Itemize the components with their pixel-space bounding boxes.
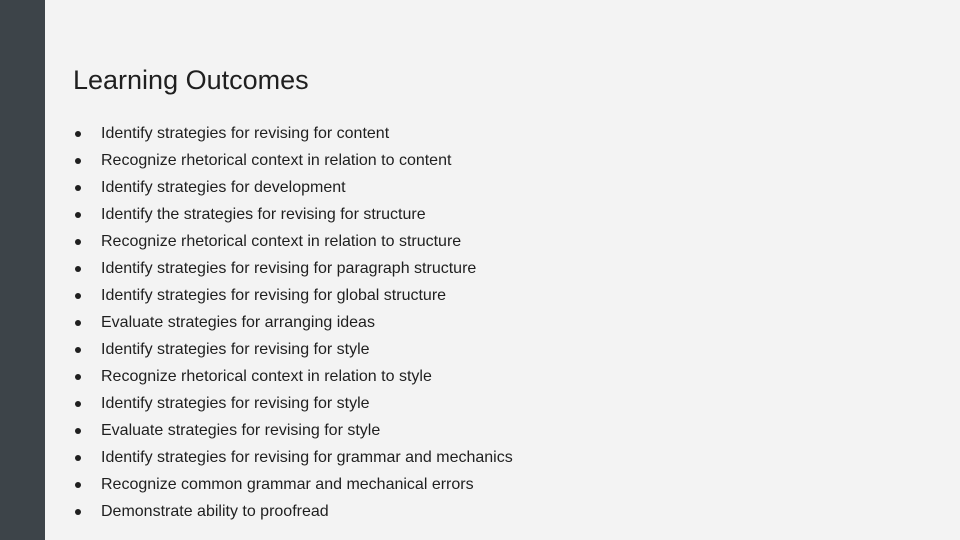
list-item	[73, 228, 513, 255]
list-item	[73, 255, 513, 282]
outcome-text: Identify strategies for revising for content	[101, 125, 390, 142]
outcome-text: Identify the strategies for revising for structure	[101, 206, 426, 223]
slide-title: Learning Outcomes	[73, 65, 309, 95]
list-item	[73, 417, 513, 444]
bullet-icon	[75, 266, 81, 272]
bullet-icon	[75, 131, 81, 137]
bullet-icon	[75, 509, 81, 515]
bullet-icon	[75, 293, 81, 299]
outcome-text: Identify strategies for revising for paragraph structure	[101, 260, 477, 277]
side-accent-bar	[0, 0, 45, 540]
list-item	[73, 174, 513, 201]
list-item	[73, 390, 513, 417]
bullet-icon	[75, 320, 81, 326]
bullet-icon	[75, 455, 81, 461]
outcome-text: Identify strategies for development	[101, 179, 346, 196]
list-item	[73, 309, 513, 336]
outcome-text: Evaluate strategies for revising for style	[101, 422, 381, 439]
list-item	[73, 363, 513, 390]
list-item	[73, 120, 513, 147]
bullet-icon	[75, 212, 81, 218]
bullet-icon	[75, 482, 81, 488]
bullet-icon	[75, 158, 81, 164]
learning-outcomes-list	[73, 120, 513, 525]
outcome-text: Recognize rhetorical context in relation to style	[101, 368, 432, 385]
outcome-text: Identify strategies for revising for style	[101, 395, 370, 412]
bullet-icon	[75, 185, 81, 191]
outcome-text: Identify strategies for revising for style	[101, 341, 370, 358]
outcome-text: Demonstrate ability to proofread	[101, 503, 329, 520]
outcome-text: Identify strategies for revising for grammar and mechanics	[101, 449, 513, 466]
outcome-text: Recognize common grammar and mechanical errors	[101, 476, 474, 493]
list-item	[73, 444, 513, 471]
list-item	[73, 471, 513, 498]
list-item	[73, 201, 513, 228]
bullet-icon	[75, 374, 81, 380]
outcome-text: Recognize rhetorical context in relation to structure	[101, 233, 462, 250]
list-item	[73, 498, 513, 525]
bullet-icon	[75, 401, 81, 407]
outcome-text: Recognize rhetorical context in relation to content	[101, 152, 452, 169]
list-item	[73, 282, 513, 309]
bullet-icon	[75, 428, 81, 434]
outcome-text: Identify strategies for revising for global structure	[101, 287, 447, 304]
bullet-icon	[75, 239, 81, 245]
list-item	[73, 147, 513, 174]
outcome-text: Evaluate strategies for arranging ideas	[101, 314, 375, 331]
list-item	[73, 336, 513, 363]
bullet-icon	[75, 347, 81, 353]
